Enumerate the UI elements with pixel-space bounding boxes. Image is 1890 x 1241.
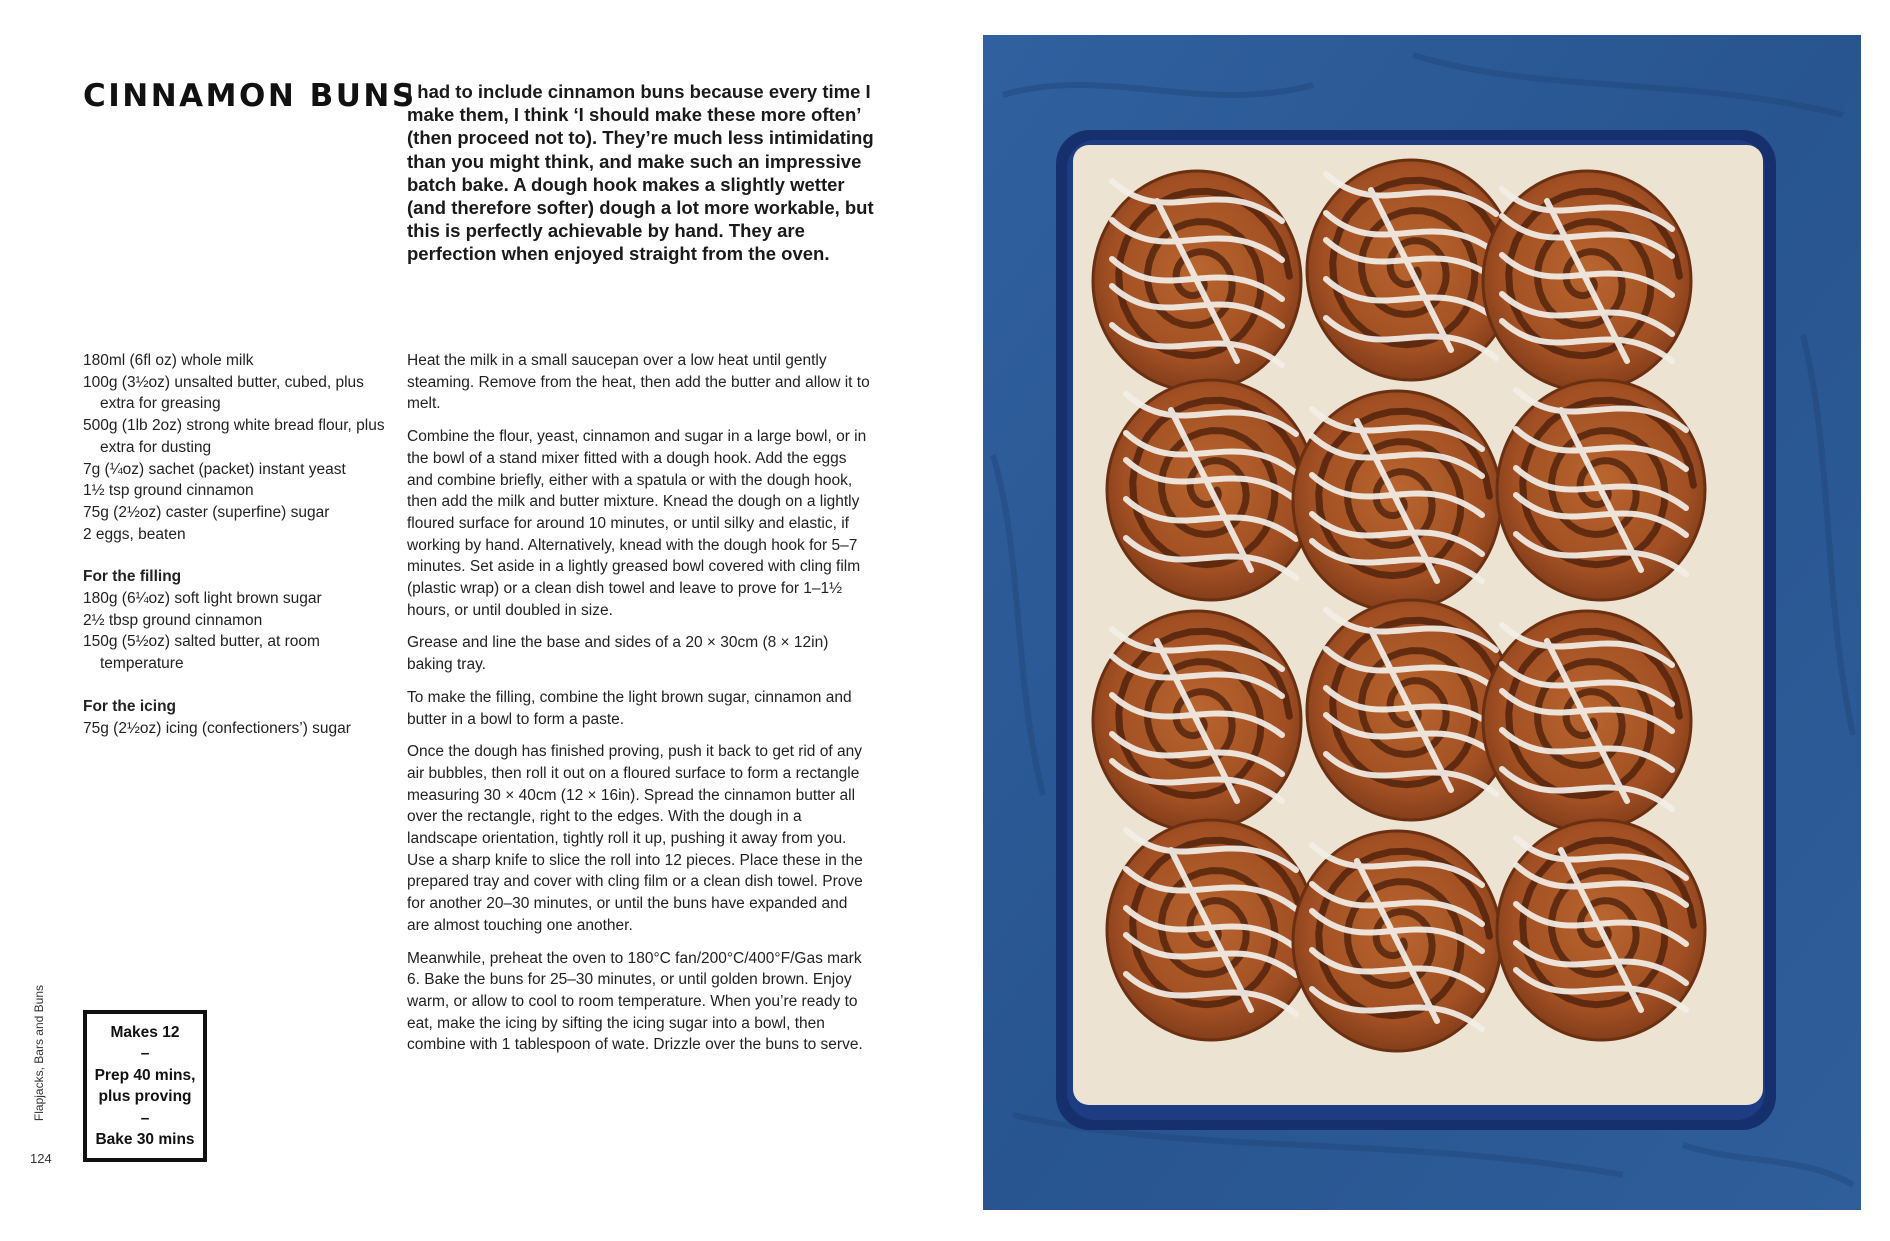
ingredients-column bbox=[83, 350, 393, 760]
method-step: Heat the milk in a small saucepan over a low heat until gently steaming. Remove from the heat, then add the butter and allow it to melt. bbox=[407, 352, 870, 413]
ingredient-item: 100g (3½oz) unsalted butter, cubed, plus extra for greasing bbox=[83, 373, 364, 413]
cinnamon-bun bbox=[1107, 380, 1315, 600]
bake-time-label: Bake 30 mins bbox=[95, 1131, 195, 1148]
cinnamon-bun bbox=[1483, 611, 1691, 831]
photo-illustration bbox=[983, 35, 1861, 1210]
ingredient-item: 180ml (6fl oz) whole milk bbox=[83, 352, 254, 369]
cinnamon-bun bbox=[1093, 171, 1301, 391]
ingredient-list bbox=[83, 588, 393, 675]
recipe-intro bbox=[407, 80, 877, 266]
ingredient-list bbox=[83, 350, 393, 545]
section-label: Flapjacks, Bars and Buns bbox=[32, 985, 46, 1122]
makes-label: Makes 12 bbox=[110, 1023, 180, 1041]
method-column bbox=[407, 350, 872, 1067]
info-divider: – bbox=[140, 1109, 150, 1127]
cinnamon-bun bbox=[1293, 391, 1501, 611]
cinnamon-bun bbox=[1497, 380, 1705, 600]
ingredient-list bbox=[83, 718, 393, 740]
icing-heading: For the icing bbox=[83, 697, 176, 715]
recipe-title: CINNAMON BUNS bbox=[83, 78, 417, 114]
method-step: Grease and line the base and sides of a 20 × 30cm (8 × 12in) baking tray. bbox=[407, 634, 829, 674]
method-step: Meanwhile, preheat the oven to 180°C fan/200°C/400°F/Gas mark 6. Bake the buns for 25–30 minutes, or until golden brown. Enjoy warm, or allow to cool to room temperature. When you’re ready to eat, make the icing by sifting the icing sugar into a bowl, then combine with 1 tablespoon of wate. Drizzle over the buns to serve. bbox=[407, 949, 863, 1054]
info-divider: – bbox=[140, 1045, 150, 1062]
method-step: Combine the flour, yeast, cinnamon and sugar in a large bowl, or in the bowl of a stand mixer fitted with a dough hook. Add the eggs and combine briefly, either with a spatula or with the dough hook, then add the milk and butter mixture. Knead the dough on a lightly floured surface for around 10 minutes, or until silky and elastic, if working by hand. Alternatively, knead with the dough hook for 5–7 minutes. Set aside in a lightly greased bowl covered with cling film (plastic wrap) or a clean dish towel and leave to prove for 1–1½ hours, or until doubled in size. bbox=[407, 428, 867, 619]
ingredient-item: 180g (6¼oz) soft light brown sugar bbox=[83, 590, 322, 608]
ingredient-item: 2 eggs, beaten bbox=[83, 525, 186, 543]
ingredients-dough bbox=[83, 350, 393, 545]
ingredients-filling bbox=[83, 566, 393, 675]
prep-time-label: Prep 40 mins, plus proving bbox=[94, 1066, 196, 1105]
page-number: 124 bbox=[30, 1151, 52, 1166]
method-step: Once the dough has finished proving, push it back to get rid of any air bubbles, then roll it out on a floured surface to form a rectangle measuring 30 × 40cm (12 × 16in). Spread the cinnamon butter all over the rectangle, right to the edges. With the dough in a landscape orientation, tightly roll it up, pushing it away from you. Use a sharp knife to slice the roll into 12 pieces. Place these in the prepared tray and cover with cling film or a clean dish towel. Prove for another 20–30 minutes, or until the buns have expanded and are almost touching one another. bbox=[407, 743, 863, 934]
ingredient-item: 2½ tbsp ground cinnamon bbox=[83, 611, 263, 629]
cinnamon-bun bbox=[1107, 820, 1315, 1040]
cinnamon-bun bbox=[1483, 171, 1691, 391]
ingredient-item: 500g (1lb 2oz) strong white bread flour, plus extra for dusting bbox=[83, 417, 385, 456]
intro-paragraph: I had to include cinnamon buns because every time I make them, I think ‘I should make these more often’ (then proceed not to). They’re much less intimidating than you might think, and make such an impressive batch bake. A dough hook makes a slightly wetter (and therefore softer) dough a lot more workable, but this is perfectly achievable by hand. They are perfection when enjoyed straight from the oven. bbox=[407, 81, 874, 265]
filling-heading: For the filling bbox=[83, 568, 182, 586]
method-step: To make the filling, combine the light brown sugar, cinnamon and butter in a bowl to form a paste. bbox=[407, 688, 852, 728]
ingredient-item: 150g (5½oz) salted butter, at room temperature bbox=[83, 633, 320, 673]
ingredient-item: 7g (¼oz) sachet (packet) instant yeast bbox=[83, 460, 346, 478]
ingredient-item: 75g (2½oz) caster (superfine) sugar bbox=[83, 503, 330, 521]
cinnamon-bun bbox=[1293, 831, 1501, 1051]
cinnamon-buns-photo bbox=[983, 35, 1861, 1210]
cinnamon-bun bbox=[1093, 611, 1301, 831]
ingredient-item: 1½ tsp ground cinnamon bbox=[83, 482, 254, 500]
cinnamon-bun bbox=[1497, 820, 1705, 1040]
ingredients-icing bbox=[83, 696, 393, 739]
ingredient-item: 75g (2½oz) icing (confectioners’) sugar bbox=[83, 719, 351, 737]
recipe-info-box bbox=[83, 1010, 207, 1162]
